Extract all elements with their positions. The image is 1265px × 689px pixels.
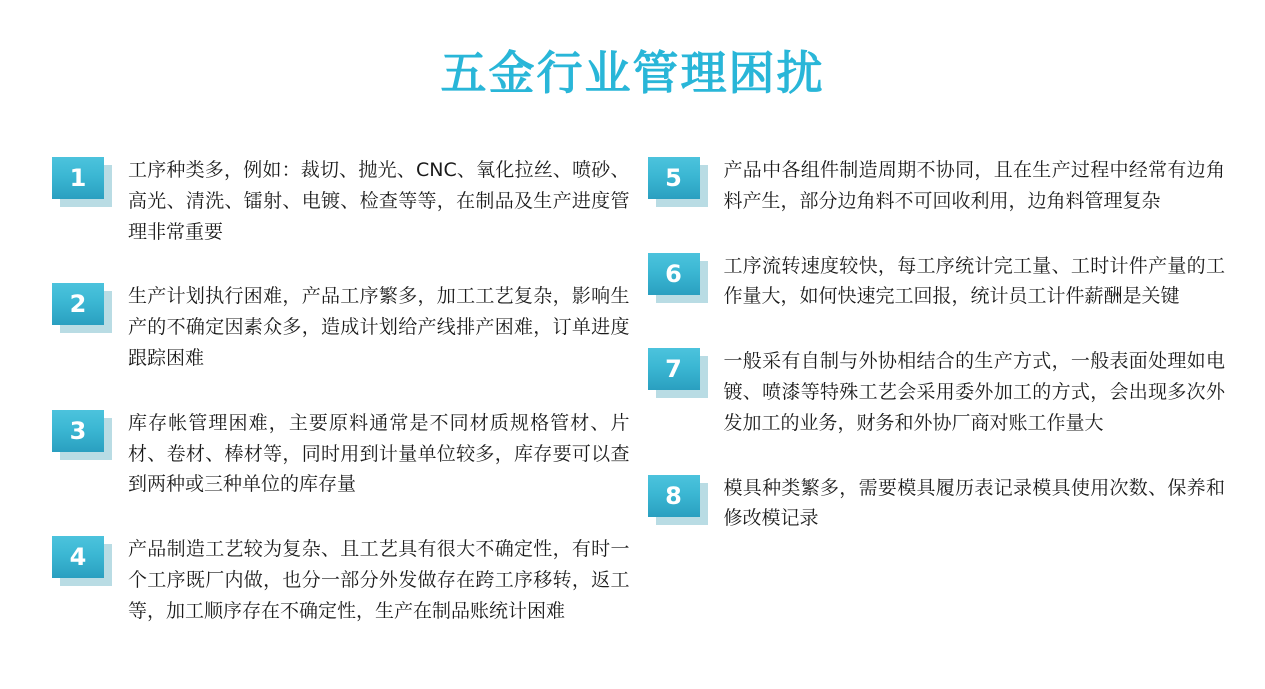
list-item	[52, 153, 630, 247]
item-text: 工序种类多，例如：裁切、抛光、CNC、氧化拉丝、喷砂、高光、清洗、镭射、电镀、检查等等，在制品及生产进度管理非常重要	[128, 159, 630, 243]
item-number-badge: 2	[52, 283, 104, 325]
item-number-badge: 5	[648, 157, 700, 199]
badge-wrapper	[52, 410, 112, 460]
badge-wrapper	[648, 157, 708, 207]
list-item	[52, 532, 630, 626]
list-item	[648, 471, 1226, 535]
item-text: 工序流转速度较快，每工序统计完工量、工时计件产量的工作量大，如何快速完工回报，统计员工计件薪酬是关键	[723, 254, 1225, 308]
list-item	[648, 153, 1226, 217]
item-text: 库存帐管理困难，主要原料通常是不同材质规格管材、片材、卷材、棒材等，同时用到计量单位较多，库存要可以查到两种或三种单位的库存量	[128, 411, 630, 496]
page-title: 五金行业管理困扰	[440, 46, 825, 100]
item-text: 模具种类繁多，需要模具履历表记录模具使用次数、保养和修改模记录	[723, 476, 1225, 530]
badge-wrapper	[52, 157, 112, 207]
badge-wrapper	[648, 253, 708, 303]
right-column	[648, 153, 1226, 658]
item-number-badge: 8	[648, 475, 700, 517]
list-item	[648, 344, 1226, 438]
list-item	[52, 406, 630, 500]
item-number-badge: 3	[52, 410, 104, 452]
item-text: 生产计划执行困难，产品工序繁多，加工工艺复杂，影响生产的不确定因素众多，造成计划给产线排产困难，订单进度跟踪困难	[128, 285, 630, 370]
item-text: 产品中各组件制造周期不协同，且在生产过程中经常有边角料产生，部分边角料不可回收利用，边角料管理复杂	[723, 159, 1225, 212]
content-columns	[0, 101, 1265, 658]
item-number-badge: 6	[648, 253, 700, 295]
item-number-badge: 1	[52, 157, 104, 199]
item-number-badge: 7	[648, 348, 700, 390]
badge-wrapper	[648, 475, 708, 525]
badge-wrapper	[52, 283, 112, 333]
badge-wrapper	[648, 348, 708, 398]
list-item	[52, 279, 630, 373]
item-text: 一般采有自制与外协相结合的生产方式，一般表面处理如电镀、喷漆等特殊工艺会采用委外加工的方式，会出现多次外发加工的业务，财务和外协厂商对账工作量大	[723, 350, 1225, 434]
item-number-badge: 4	[52, 536, 104, 578]
badge-wrapper	[52, 536, 112, 586]
list-item	[648, 249, 1226, 313]
left-column	[52, 153, 630, 658]
item-text: 产品制造工艺较为复杂、且工艺具有很大不确定性，有时一个工序既厂内做，也分一部分外发做存在跨工序移转，返工等，加工顺序存在不确定性，生产在制品账统计困难	[128, 538, 630, 622]
